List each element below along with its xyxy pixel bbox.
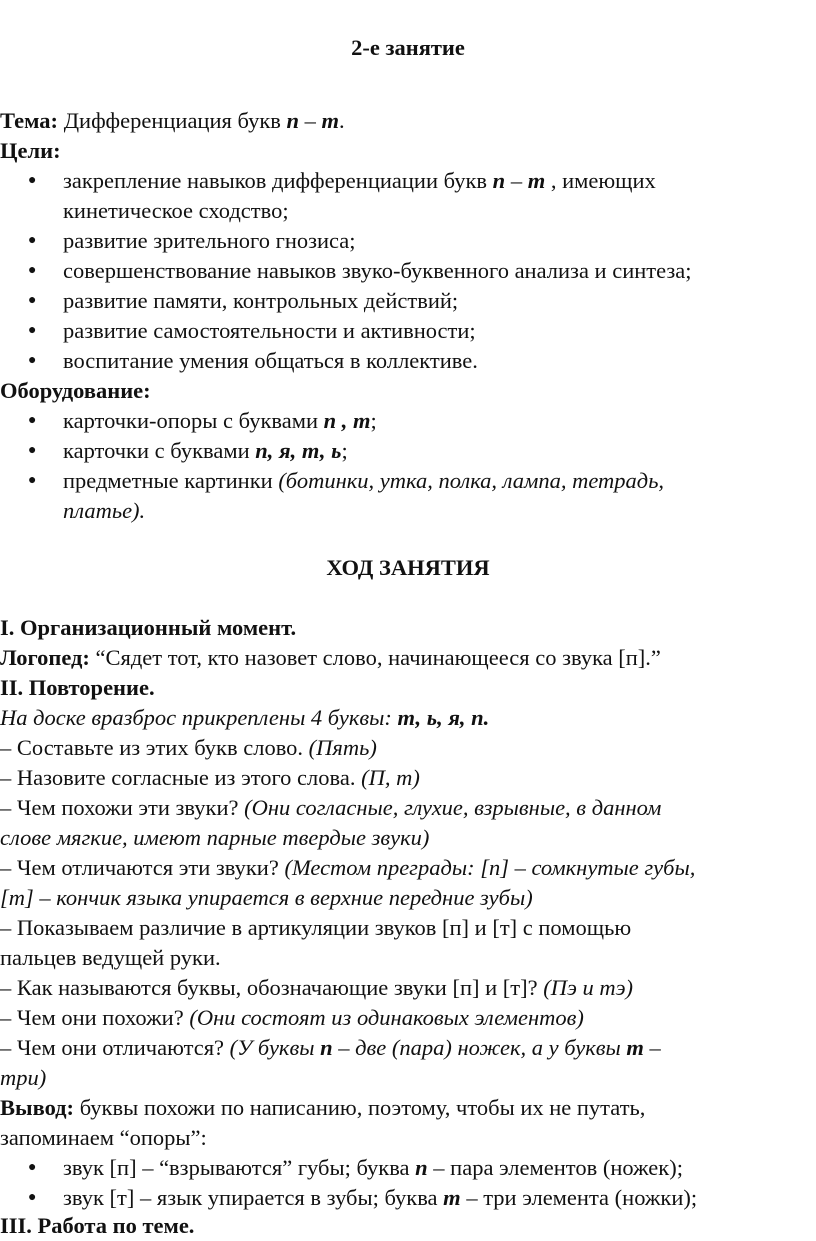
bullet-icon: ● <box>28 473 37 488</box>
goal-item-4: развитие памяти, контрольных действий; <box>63 288 459 313</box>
bullet-icon: ● <box>28 1160 37 1175</box>
conclusion-line: Вывод: буквы похожи по написанию, поэтому, чтобы их не путать, <box>0 1095 646 1120</box>
question-5-cont: пальцев ведущей руки. <box>0 945 221 970</box>
question-6: – Как называются буквы, обозначающие звуки [п] и [т]? (Пэ и тэ) <box>0 975 634 1000</box>
equipment-item-3: предметные картинки (ботинки, утка, полка, лампа, тетрадь, <box>63 468 665 493</box>
bullet-icon: ● <box>28 233 37 248</box>
conclusion-item-1: звук [п] – “взрываются” губы; буква п – пара элементов (ножек); <box>63 1155 683 1180</box>
equipment-item-1: карточки-опоры с буквами п , т; <box>63 408 377 433</box>
question-3-cont: слове мягкие, имеют парные твердые звуки) <box>0 825 430 850</box>
goal-item-5: развитие самостоятельности и активности; <box>63 318 476 343</box>
goal-item-6: воспитание умения общаться в коллективе. <box>63 348 478 373</box>
goal-item-2: развитие зрительного гнозиса; <box>63 228 356 253</box>
lesson-title: 2-е занятие <box>351 35 465 60</box>
goals-label: Цели: <box>0 138 61 163</box>
conclusion-line-cont: запоминаем “опоры”: <box>0 1125 207 1150</box>
question-7: – Чем они похожи? (Они состоят из одинаковых элементов) <box>0 1005 584 1030</box>
goal-item-1-cont: кинетическое сходство; <box>63 198 289 223</box>
question-3: – Чем похожи эти звуки? (Они согласные, глухие, взрывные, в данном <box>0 795 662 820</box>
goal-item-3: совершенствование навыков звуко-буквенного анализа и синтеза; <box>63 258 692 283</box>
topic-line: Тема: Дифференциация букв п – т. <box>0 108 345 133</box>
section-heading: ХОД ЗАНЯТИЯ <box>326 555 490 580</box>
section-2-heading: II. Повторение. <box>0 675 155 700</box>
bullet-icon: ● <box>28 173 37 188</box>
question-4: – Чем отличаются эти звуки? (Местом преграды: [п] – сомкнутые губы, <box>0 855 696 880</box>
section-1-speech: Логопед: “Сядет тот, кто назовет слово, начинающееся со звука [п].” <box>0 645 661 670</box>
bullet-icon: ● <box>28 323 37 338</box>
equipment-item-2: карточки с буквами п, я, т, ь; <box>63 438 348 463</box>
bullet-icon: ● <box>28 293 37 308</box>
equipment-item-3-cont: платье). <box>63 498 146 523</box>
question-1: – Составьте из этих букв слово. (Пять) <box>0 735 377 760</box>
bullet-icon: ● <box>28 353 37 368</box>
conclusion-item-2: звук [т] – язык упирается в зубы; буква т – три элемента (ножки); <box>63 1185 698 1210</box>
question-5: – Показываем различие в артикуляции звуков [п] и [т] с помощью <box>0 915 632 940</box>
section-1-heading: I. Организационный момент. <box>0 615 297 640</box>
bullet-icon: ● <box>28 413 37 428</box>
equipment-label: Оборудование: <box>0 378 151 403</box>
board-line: На доске вразброс прикреплены 4 буквы: т, ь, я, п. <box>0 705 490 730</box>
question-2: – Назовите согласные из этого слова. (П, т) <box>0 765 420 790</box>
goal-item-1: закрепление навыков дифференциации букв п – т , имеющих <box>63 168 656 193</box>
bullet-icon: ● <box>28 443 37 458</box>
bullet-icon: ● <box>28 1190 37 1205</box>
question-4-cont: [т] – кончик языка упирается в верхние передние зубы) <box>0 885 533 910</box>
bullet-icon: ● <box>28 263 37 278</box>
section-3-heading: III. Работа по теме. <box>0 1213 195 1238</box>
question-8-cont: три) <box>0 1065 47 1090</box>
question-8: – Чем они отличаются? (У буквы п – две (пара) ножек, а у буквы т – <box>0 1035 661 1060</box>
